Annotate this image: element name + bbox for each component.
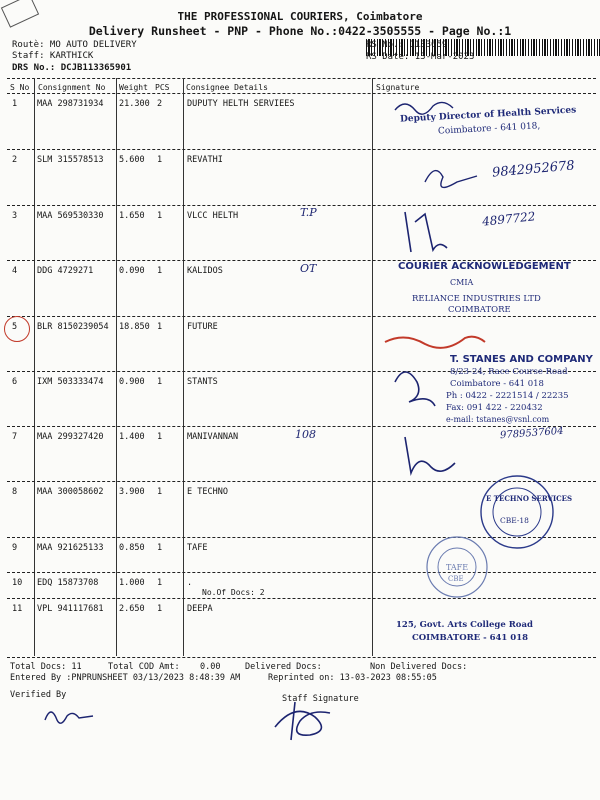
e-techno-stamp-circle <box>481 476 553 548</box>
row-11-consignee: DEEPA <box>187 604 213 614</box>
row-3-consignee: VLCC HELTH <box>187 211 239 221</box>
stamp-stanes-name: T. STANES AND COMPANY <box>450 354 593 365</box>
row-1-weight: 21.300 <box>119 99 150 109</box>
row-5-weight: 18.850 <box>119 322 150 332</box>
verified-signature <box>40 700 100 730</box>
delivered-docs: Delivered Docs: <box>245 662 322 672</box>
staff-label: Staff: KARTHICK <box>12 51 94 61</box>
row-3-weight: 1.650 <box>119 211 145 221</box>
row-5-consignee: FUTURE <box>187 322 218 332</box>
signature-row-5 <box>385 337 485 348</box>
row-6-pcs: 1 <box>157 377 163 387</box>
stamp-stanes-fax: Fax: 091 422 - 220432 <box>446 403 543 413</box>
row-10-weight: 1.000 <box>119 578 145 588</box>
row-3-pcs: 1 <box>157 211 163 221</box>
column-divider <box>116 78 117 656</box>
row-7-sno: 7 <box>12 432 18 442</box>
column-divider <box>183 78 184 656</box>
row-1-sno: 1 <box>12 99 18 109</box>
signature-row-7 <box>405 437 455 473</box>
phone2-handwritten: 9789537604 <box>499 425 564 442</box>
stamp-tafe-city: CBE <box>448 575 464 583</box>
row-9-pcs: 1 <box>157 543 163 553</box>
verified-by-label: Verified By <box>10 690 67 700</box>
row-10-pcs: 1 <box>157 578 163 588</box>
stamp-stanes-phone: Ph : 0422 - 2221514 / 22235 <box>446 391 569 401</box>
n108-annotation: 108 <box>295 428 316 441</box>
col-weight: Weight <box>119 83 148 92</box>
stamp-etechno-city: CBE-18 <box>500 516 529 525</box>
staff-signature <box>265 697 355 742</box>
column-divider <box>34 78 35 656</box>
col-sno: S No <box>10 83 30 92</box>
row-5-circle-mark <box>4 316 30 342</box>
row-9-consignee: TAFE <box>187 543 208 553</box>
row-8-weight: 3.900 <box>119 487 145 497</box>
ot-annotation: OT <box>300 262 317 275</box>
row-8-cons: MAA 300058602 <box>37 487 104 497</box>
row-8-sno: 8 <box>12 487 18 497</box>
row-1-consignee: DUPUTY HELTH SERVIEES <box>187 99 295 109</box>
table-top-line <box>7 78 596 79</box>
stamp-tafe-name: TAFE <box>446 563 469 572</box>
row-3-sno: 3 <box>12 211 18 221</box>
phone-handwritten: 9842952678 <box>491 158 576 181</box>
row-4-weight: 0.090 <box>119 266 145 276</box>
stamp-stanes-city: Coimbatore - 641 018 <box>450 379 544 389</box>
row-4-pcs: 1 <box>157 266 163 276</box>
row-7-cons: MAA 299327420 <box>37 432 104 442</box>
company-title: THE PROFESSIONAL COURIERS, Coimbatore <box>177 10 423 23</box>
row-6-sno: 6 <box>12 377 18 387</box>
col-pcs: PCS <box>155 83 170 92</box>
signature-row-2 <box>425 171 477 188</box>
tp-annotation: T.P <box>300 206 317 219</box>
row-7-consignee: MANIVANNAN <box>187 432 239 442</box>
row-4-sno: 4 <box>12 266 18 276</box>
row-9-sno: 9 <box>12 543 18 553</box>
row-11-weight: 2.650 <box>119 604 145 614</box>
stamp-etechno-name: E TECHNO SERVICES <box>486 494 573 503</box>
col-signature: Signature <box>376 83 420 92</box>
stamp-address-line1: 125, Govt. Arts College Road <box>396 620 533 630</box>
stamp-stanes-email: e-mail: tstanes@vsnl.com <box>446 415 550 424</box>
signature-row-3 <box>405 212 447 252</box>
row-5-sno: 5 <box>12 322 18 332</box>
stamp-cmia: CMIA <box>450 278 474 287</box>
row-4-cons: DDG 4729271 <box>37 266 94 276</box>
row-9-weight: 0.850 <box>119 543 145 553</box>
row-8-pcs: 1 <box>157 487 163 497</box>
column-divider <box>372 78 373 656</box>
row-7-weight: 1.400 <box>119 432 145 442</box>
total-docs: Total Docs: 11 <box>10 662 82 672</box>
total-cod-value: 0.00 <box>200 662 221 672</box>
runsheet-subtitle: Delivery Runsheet - PNP - Phone No.:0422-3505555 - Page No.:1 <box>88 24 512 38</box>
row-11-sno: 11 <box>12 604 23 614</box>
entered-by: Entered By :PNPRUNSHEET 03/13/2023 8:48:39 AM <box>10 673 241 683</box>
stamp-health-line2: Coimbatore - 641 018, <box>437 121 541 137</box>
row-2-cons: SLM 315578513 <box>37 155 104 165</box>
row-3-cons: MAA 569530330 <box>37 211 104 221</box>
row-11-pcs: 1 <box>157 604 163 614</box>
row-1-pcs: 2 <box>157 99 163 109</box>
row-9-cons: MAA 921625133 <box>37 543 104 553</box>
row-11-cons: VPL 941117681 <box>37 604 104 614</box>
row-5-cons: BLR 8150239054 <box>37 322 109 332</box>
row-2-weight: 5.600 <box>119 155 145 165</box>
row-10-sno: 10 <box>12 578 23 588</box>
row-8-consignee: E TECHNO <box>187 487 228 497</box>
stamp-reliance-city: COIMBATORE <box>448 305 511 315</box>
row-4-consignee: KALIDOS <box>187 266 223 276</box>
row-1-cons: MAA 298731934 <box>37 99 104 109</box>
row-6-cons: IXM 503333474 <box>37 377 104 387</box>
stamp-courier-ack: COURIER ACKNOWLEDGEMENT <box>398 261 571 272</box>
drs-number: DRS No.: DCJB113365901 <box>12 63 132 73</box>
row-5-pcs: 1 <box>157 322 163 332</box>
stamp-reliance: RELIANCE INDUSTRIES LTD <box>412 294 541 304</box>
row-10-consignee: . <box>187 578 193 588</box>
route-label: Routè: MO AUTO DELIVERY <box>12 40 137 50</box>
rs-number: RS No.: 1133659 <box>366 40 448 50</box>
row-2-consignee: REVATHI <box>187 155 223 165</box>
row-6-consignee: STANTS <box>187 377 218 387</box>
row-7-pcs: 1 <box>157 432 163 442</box>
col-consignment: Consignment No <box>38 83 106 92</box>
total-cod-label: Total COD Amt: <box>108 662 180 672</box>
signature-row-6 <box>395 372 435 406</box>
staff-signature-label: Staff Signature <box>282 694 359 704</box>
number-handwritten: 4897722 <box>481 209 537 229</box>
table-bottom-line <box>7 657 596 658</box>
row-10-cons: EDQ 15873708 <box>37 578 99 588</box>
row-6-weight: 0.900 <box>119 377 145 387</box>
reprinted-on: Reprinted on: 13-03-2023 08:55:05 <box>268 673 437 683</box>
col-consignee: Consignee Details <box>186 83 268 92</box>
non-delivered-docs: Non Delivered Docs: <box>370 662 468 672</box>
row-2-sno: 2 <box>12 155 18 165</box>
rs-date: RS Date: 13-Mar-2023 <box>366 52 475 62</box>
no-of-docs: No.Of Docs: 2 <box>202 588 265 597</box>
stamp-health-line1: Deputy Director of Health Services <box>399 105 577 125</box>
stamp-address-line2: COIMBATORE - 641 018 <box>412 633 529 643</box>
stamp-stanes-address: 8/23-24, Race Course Road <box>450 367 568 377</box>
row-2-pcs: 1 <box>157 155 163 165</box>
